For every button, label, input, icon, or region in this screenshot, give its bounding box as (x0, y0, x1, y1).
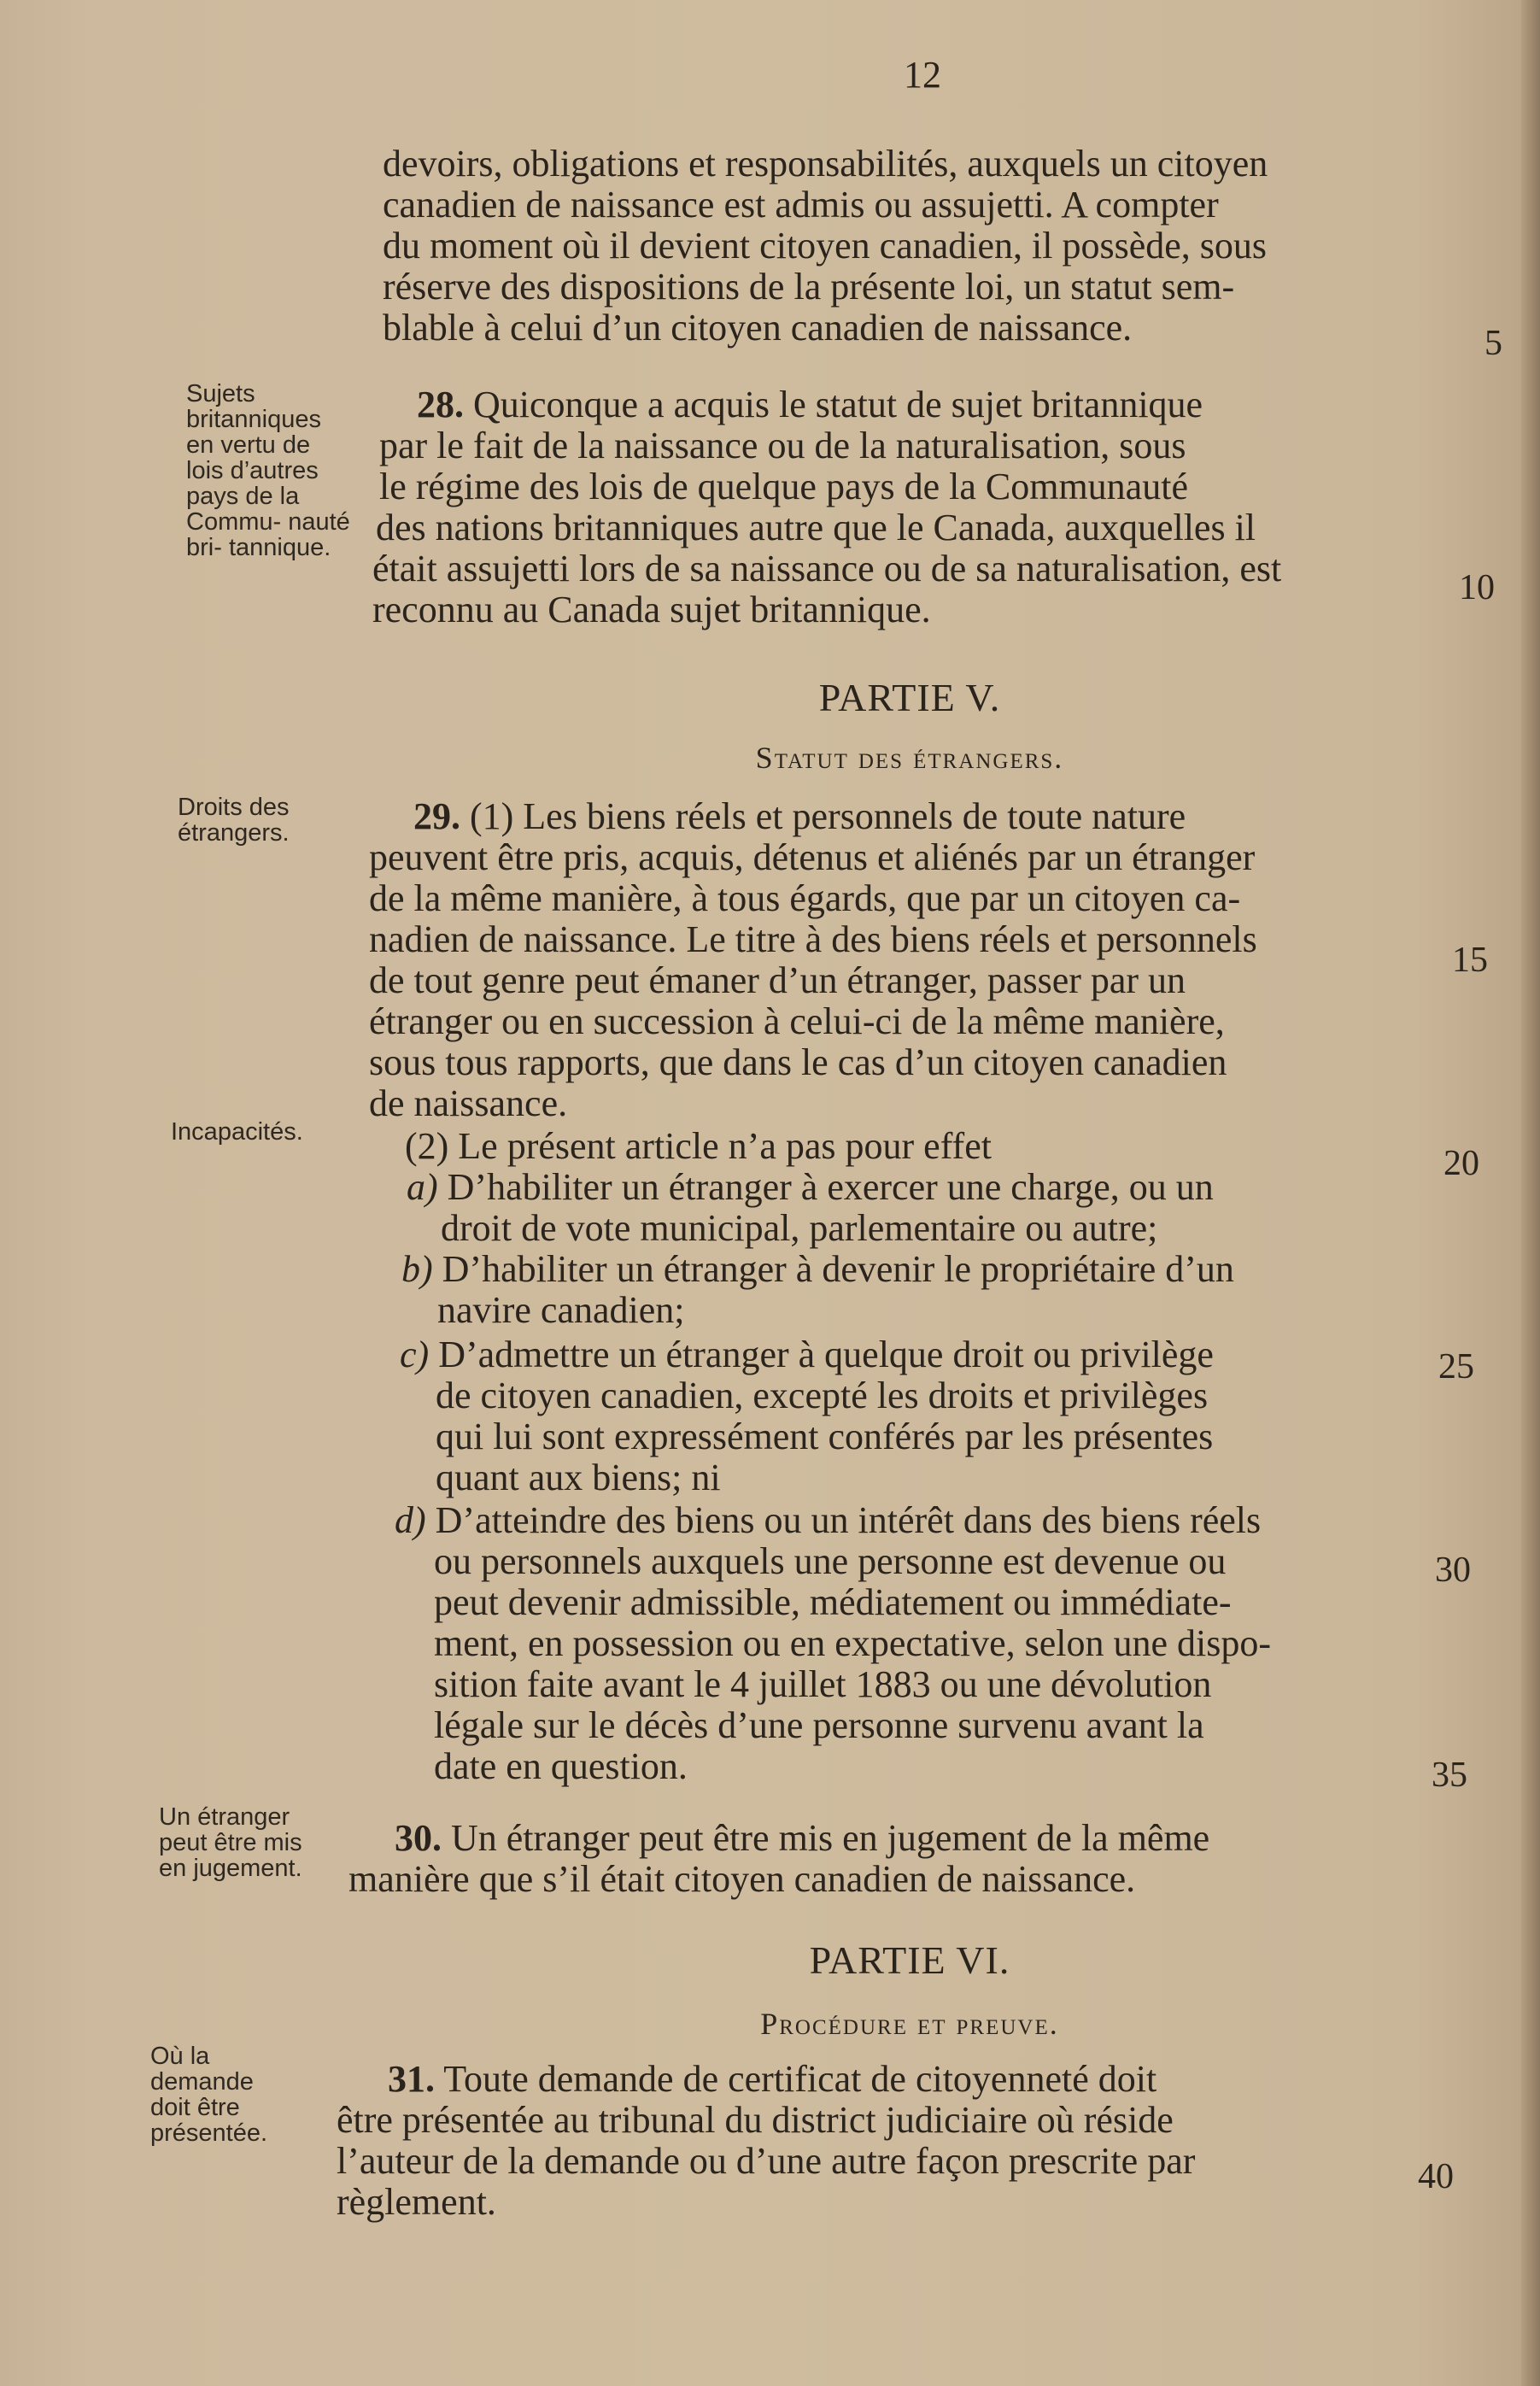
section-28-line: 28. Quiconque a acquis le statut de sujet britannique (417, 384, 1203, 425)
text-line: peut devenir admissible, médiatement ou immédiate- (434, 1581, 1232, 1623)
line-number: 25 (1438, 1347, 1474, 1386)
line-number: 5 (1484, 324, 1502, 363)
line-number: 35 (1432, 1756, 1467, 1795)
text-line: (2) Le présent article n’a pas pour effet (405, 1125, 992, 1167)
margin-note-sujets: Sujets britanniques en vertu de lois d’autres pays de la Commu- nauté bri- tannique. (186, 380, 350, 561)
margin-note-incapacites: Incapacités. (171, 1118, 303, 1146)
partie-v-heading: PARTIE V. (818, 676, 1001, 719)
item-letter: d) (395, 1499, 426, 1541)
page-number: 12 (904, 54, 941, 96)
text-line: sition faite avant le 4 juillet 1883 ou une dévolution (434, 1663, 1212, 1705)
text-line: de tout genre peut émaner d’un étranger, passer par un (369, 959, 1186, 1001)
text-line: peuvent être pris, acquis, détenus et aliénés par un étranger (369, 836, 1256, 878)
section-number: 31. (388, 2058, 435, 2100)
text-line: réserve des dispositions de la présente loi, un statut sem- (383, 266, 1235, 308)
text-line: de naissance. (369, 1082, 568, 1124)
item-d-line: d) D’atteindre des biens ou un intérêt dans des biens réels (395, 1499, 1262, 1541)
line-number: 20 (1443, 1144, 1479, 1183)
text-line: reconnu au Canada sujet britannique. (372, 589, 931, 630)
text-line: l’auteur de la demande ou d’une autre façon prescrite par (337, 2140, 1196, 2182)
text-line: par le fait de la naissance ou de la naturalisation, sous (379, 425, 1186, 466)
text-line: blable à celui d’un citoyen canadien de naissance. (383, 307, 1133, 349)
text-line: devoirs, obligations et responsabilités, auxquels un citoyen (383, 143, 1268, 185)
item-letter: a) (407, 1166, 438, 1208)
partie-vi-subheading: Procédure et preuve. (760, 2007, 1059, 2041)
text-line: de citoyen canadien, excepté les droits et privilèges (436, 1375, 1209, 1416)
text-line: le régime des lois de quelque pays de la Communauté (379, 466, 1188, 507)
text-line: du moment où il devient citoyen canadien, il possède, sous (383, 225, 1268, 267)
text-line: étranger ou en succession à celui-ci de la même manière, (369, 1000, 1225, 1042)
margin-note-droits: Droits des étrangers. (178, 794, 290, 847)
text-line: ment, en possession ou en expectative, selon une dispo- (434, 1622, 1272, 1664)
margin-note-jugement: Un étranger peut être mis en jugement. (159, 1803, 302, 1882)
item-a-line: a) D’habiliter un étranger à exercer une charge, ou un (407, 1166, 1214, 1208)
text-line: droit de vote municipal, parlementaire ou autre; (441, 1207, 1158, 1249)
text-line: quant aux biens; ni (436, 1457, 721, 1498)
section-number: 28. (417, 384, 464, 425)
item-c-line: c) D’admettre un étranger à quelque droit ou privilège (400, 1334, 1214, 1375)
margin-note-demande: Où la demande doit être présentée. (150, 2043, 268, 2147)
text-line: des nations britanniques autre que le Canada, auxquelles il (376, 507, 1256, 548)
text-line: nadien de naissance. Le titre à des biens réels et personnels (369, 918, 1257, 960)
line-number: 15 (1452, 941, 1488, 980)
section-31-line: 31. Toute demande de certificat de citoyenneté doit (388, 2058, 1157, 2100)
item-letter: c) (400, 1334, 430, 1375)
line-number: 10 (1459, 568, 1495, 607)
section-30-line: 30. Un étranger peut être mis en jugement de la même (395, 1817, 1210, 1859)
text-line: date en question. (434, 1745, 688, 1787)
text-line: sous tous rapports, que dans le cas d’un citoyen canadien (369, 1041, 1227, 1083)
text-line: règlement. (337, 2181, 496, 2223)
text-line: de la même manière, à tous égards, que par un citoyen ca- (369, 877, 1241, 919)
line-number: 40 (1418, 2157, 1454, 2196)
section-number: 29. (413, 795, 460, 837)
partie-vi-heading: PARTIE VI. (809, 1938, 1010, 1982)
text-line: manière que s’il était citoyen canadien de naissance. (348, 1858, 1136, 1900)
text-line: légale sur le décès d’une personne survenu avant la (434, 1704, 1204, 1746)
text-line: qui lui sont expressément conférés par les présentes (436, 1416, 1214, 1457)
text-line: être présentée au tribunal du district judiciaire où réside (337, 2099, 1174, 2141)
text-line: ou personnels auxquels une personne est devenue ou (434, 1540, 1227, 1582)
text-line: était assujetti lors de sa naissance ou de sa naturalisation, est (372, 548, 1282, 589)
section-29-line: 29. (1) Les biens réels et personnels de toute nature (413, 795, 1186, 837)
text-line: canadien de naissance est admis ou assujetti. A compter (383, 184, 1219, 226)
item-b-line: b) D’habiliter un étranger à devenir le propriétaire d’un (401, 1248, 1234, 1290)
section-number: 30. (395, 1817, 442, 1859)
line-number: 30 (1435, 1551, 1471, 1590)
partie-v-subheading: Statut des étrangers. (755, 741, 1064, 775)
item-letter: b) (401, 1248, 433, 1290)
text-line: navire canadien; (437, 1289, 685, 1331)
